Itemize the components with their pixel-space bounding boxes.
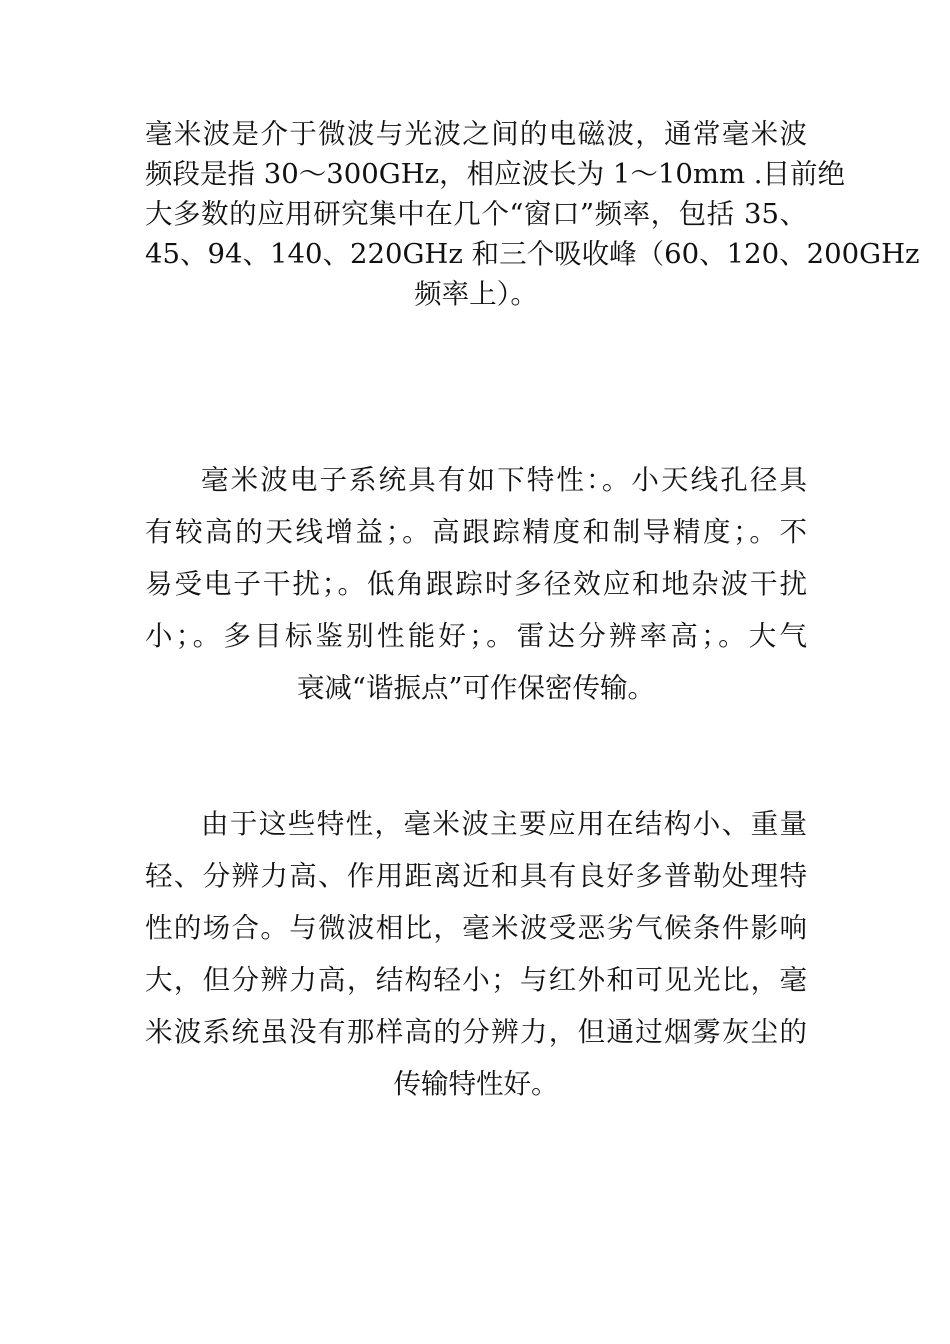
paragraph-line: 频段是指 30～300GHz，相应波长为 1～10mm .目前绝	[145, 158, 846, 190]
paragraph-line: 由于这些特性，毫米波主要应用在结构小、重量	[201, 808, 807, 840]
paragraph-intro	[145, 116, 920, 312]
paragraph-line: 毫米波是介于微波与光波之间的电磁波，通常毫米波	[145, 118, 807, 150]
paragraph-applications	[145, 800, 807, 1108]
paragraph-line: 45、94、140、220GHz 和三个吸收峰（60、120、200GHz	[145, 238, 920, 270]
paragraph-line: 轻、分辨力高、作用距离近和具有良好多普勒处理特	[145, 860, 807, 892]
paragraph-line: 米波系统虽没有那样高的分辨力，但通过烟雾灰尘的	[145, 1016, 807, 1048]
paragraph-line: 易受电子干扰；。低角跟踪时多径效应和地杂波干扰	[145, 568, 807, 600]
paragraph-line: 毫米波电子系统具有如下特性：。小天线孔径具	[201, 464, 807, 496]
paragraph-line: 传输特性好。	[393, 1068, 559, 1100]
paragraph-line: 有较高的天线增益；。高跟踪精度和制导精度；。不	[145, 516, 807, 548]
paragraph-line: 小；。多目标鉴别性能好；。雷达分辨率高；。大气	[145, 620, 807, 652]
paragraph-characteristics	[145, 456, 807, 712]
paragraph-line: 衰减“谐振点”可作保密传输。	[296, 672, 656, 704]
paragraph-line: 大多数的应用研究集中在几个“窗口”频率，包括 35、	[145, 198, 807, 230]
paragraph-line: 性的场合。与微波相比，毫米波受恶劣气候条件影响	[145, 912, 807, 944]
paragraph-line: 大，但分辨力高，结构轻小；与红外和可见光比，毫	[145, 964, 807, 996]
paragraph-line: 频率上）。	[414, 278, 538, 310]
